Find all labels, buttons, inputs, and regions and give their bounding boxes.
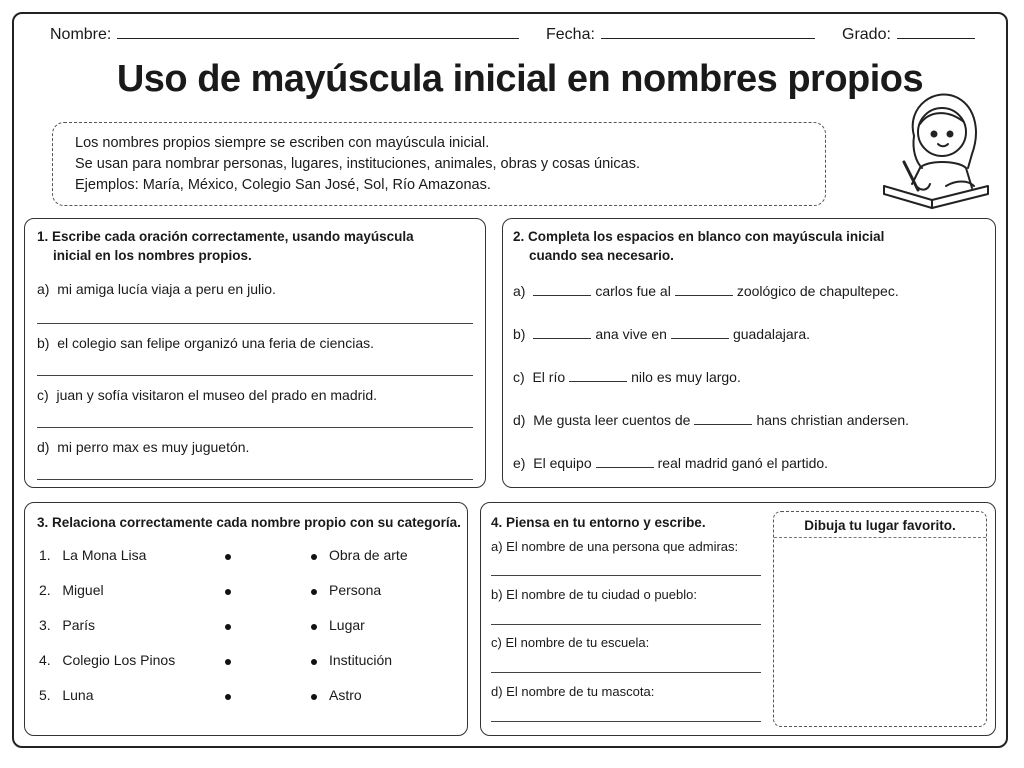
blank-space[interactable]: [671, 326, 729, 339]
match-left-item: 3. París: [39, 617, 96, 633]
date-label: Fecha:: [546, 26, 595, 43]
page-title: Uso de mayúscula inicial en nombres propios: [116, 58, 924, 100]
match-left-item: 4. Colegio Los Pinos: [39, 652, 176, 668]
grade-label: Grado:: [842, 26, 891, 43]
intro-line: Los nombres propios siempre se escriben con mayúscula inicial.: [75, 135, 490, 151]
match-dot[interactable]: [311, 589, 317, 595]
answer-line[interactable]: [491, 721, 761, 722]
name-field[interactable]: [50, 24, 519, 44]
list-item: d) Me gusta leer cuentos de hans christian andersen.: [513, 412, 909, 428]
match-right-item: Obra de arte: [329, 547, 408, 563]
blank-space[interactable]: [675, 283, 733, 296]
match-dot[interactable]: [311, 624, 317, 630]
date-field[interactable]: [546, 24, 815, 44]
answer-line[interactable]: [491, 624, 761, 625]
intro-line: Ejemplos: María, México, Colegio San José, Sol, Río Amazonas.: [75, 177, 491, 193]
match-left-item: 1. La Mona Lisa: [39, 547, 147, 563]
drawing-area[interactable]: [773, 511, 987, 727]
answer-line[interactable]: [491, 575, 761, 576]
answer-line[interactable]: [37, 323, 473, 324]
list-item: c) juan y sofía visitaron el museo del prado en madrid.: [37, 387, 378, 403]
list-item: e) El equipo real madrid ganó el partido.: [513, 455, 829, 471]
section-4-box: [480, 502, 996, 736]
match-dot[interactable]: [225, 659, 231, 665]
section-3-title: 3. Relaciona correctamente cada nombre propio con su categoría.: [37, 515, 461, 530]
intro-line: Se usan para nombrar personas, lugares, instituciones, animales, obras y cosas únicas.: [75, 156, 640, 172]
prompt-item: d) El nombre de tu mascota:: [491, 684, 655, 699]
list-item: a) carlos fue al zoológico de chapultepec.: [513, 283, 899, 299]
match-right-item: Persona: [329, 582, 382, 598]
grade-line[interactable]: [897, 24, 975, 39]
list-item: a) mi amiga lucía viaja a peru en julio.: [37, 281, 276, 297]
match-dot[interactable]: [225, 554, 231, 560]
girl-writing-illustration: [876, 76, 996, 214]
grade-field[interactable]: [842, 24, 975, 44]
name-label: Nombre:: [50, 26, 112, 43]
answer-line[interactable]: [37, 375, 473, 376]
answer-line[interactable]: [37, 479, 473, 480]
prompt-item: a) El nombre de una persona que admiras:: [491, 539, 739, 554]
blank-space[interactable]: [694, 412, 752, 425]
match-dot[interactable]: [311, 694, 317, 700]
blank-space[interactable]: [533, 283, 591, 296]
drawing-area-title: Dibuja tu lugar favorito.: [774, 512, 986, 538]
list-item: b) ana vive en guadalajara.: [513, 326, 811, 342]
section-2-title: 2. Completa los espacios en blanco con mayúscula inicial cuando sea necesario.: [513, 229, 885, 263]
blank-space[interactable]: [596, 455, 654, 468]
answer-line[interactable]: [491, 672, 761, 673]
blank-space[interactable]: [533, 326, 591, 339]
name-line[interactable]: [117, 24, 519, 39]
match-dot[interactable]: [225, 624, 231, 630]
prompt-item: b) El nombre de tu ciudad o pueblo:: [491, 587, 697, 602]
match-right-item: Lugar: [329, 617, 365, 633]
blank-space[interactable]: [569, 369, 627, 382]
intro-box: [52, 122, 826, 206]
match-dot[interactable]: [311, 554, 317, 560]
match-right-item: Institución: [329, 652, 393, 668]
match-left-item: 5. Luna: [39, 687, 94, 703]
section-1-title: 1. Escribe cada oración correctamente, usando mayúscula inicial en los nombres propios.: [37, 229, 414, 263]
match-dot[interactable]: [225, 589, 231, 595]
match-dot[interactable]: [225, 694, 231, 700]
list-item: b) el colegio san felipe organizó una feria de ciencias.: [37, 335, 374, 351]
section-3-box: [24, 502, 468, 736]
list-item: d) mi perro max es muy juguetón.: [37, 439, 250, 455]
date-line[interactable]: [601, 24, 815, 39]
section-4-title: 4. Piensa en tu entorno y escribe.: [491, 515, 706, 530]
answer-line[interactable]: [37, 427, 473, 428]
section-2-box: [502, 218, 996, 488]
list-item: c) El río nilo es muy largo.: [513, 369, 741, 385]
match-right-item: Astro: [329, 687, 362, 703]
section-1-box: [24, 218, 486, 488]
prompt-item: c) El nombre de tu escuela:: [491, 635, 650, 650]
match-dot[interactable]: [311, 659, 317, 665]
match-left-item: 2. Miguel: [39, 582, 104, 598]
